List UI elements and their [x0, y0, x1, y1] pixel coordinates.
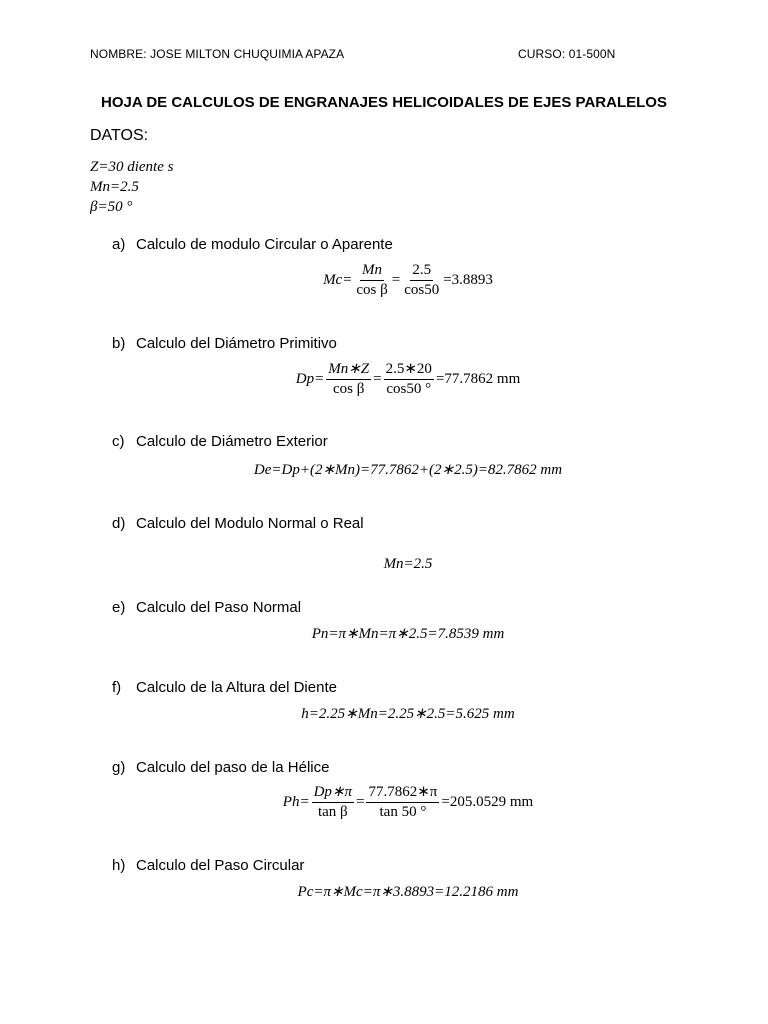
fraction-numerator: 2.5∗20	[384, 361, 434, 380]
item-g-formula	[0, 784, 768, 821]
item-e-heading	[112, 599, 301, 616]
item-c-heading	[112, 433, 328, 450]
item-h-heading	[112, 857, 304, 874]
item-b-formula	[0, 361, 768, 398]
item-letter: f)	[112, 679, 122, 696]
fraction-denominator: cos β	[356, 282, 388, 298]
item-f-formula: h=2.25∗Mn=2.25∗2.5=5.625 mm	[301, 706, 515, 722]
fraction	[354, 262, 389, 299]
item-label: Calculo del paso de la Hélice	[136, 759, 330, 776]
item-g-heading	[112, 759, 329, 776]
item-label: Calculo del Paso Normal	[136, 599, 302, 616]
page-title: HOJA DE CALCULOS DE ENGRANAJES HELICOIDALES DE EJES PARALELOS	[101, 94, 667, 111]
fraction	[366, 784, 439, 821]
student-name: NOMBRE: JOSE MILTON CHUQUIMIA APAZA	[90, 47, 345, 61]
item-h-formula: Pc=π∗Mc=π∗3.8893=12.2186 mm	[297, 884, 519, 900]
fraction-numerator: Mn	[360, 262, 384, 281]
fraction-denominator: tan β	[317, 804, 348, 820]
datos-line-angle: β=50 °	[90, 199, 133, 215]
item-b-heading	[112, 335, 337, 352]
item-letter: e)	[112, 599, 126, 616]
fraction	[384, 361, 434, 398]
fraction-denominator: cos β	[332, 381, 365, 397]
fraction	[326, 361, 371, 398]
item-letter: d)	[112, 515, 126, 532]
fraction	[402, 262, 441, 299]
item-c-formula: De=Dp+(2∗Mn)=77.7862+(2∗2.5)=82.7862 mm	[253, 462, 563, 478]
datos-label: DATOS:	[90, 127, 149, 144]
item-label: Calculo de modulo Circular o Aparente	[136, 236, 393, 253]
formula-lhs: Ph=	[282, 794, 310, 810]
datos-line-teeth: Z=30 diente s	[90, 159, 174, 175]
item-letter: g)	[112, 759, 126, 776]
formula-result: =3.8893	[443, 272, 493, 288]
item-label: Calculo del Modulo Normal o Real	[136, 515, 364, 532]
equals-sign: =	[356, 794, 365, 810]
datos-line-module: Mn=2.5	[90, 179, 139, 195]
fraction-numerator: 2.5	[410, 262, 433, 281]
fraction-denominator: cos50 °	[386, 381, 432, 397]
fraction-denominator: tan 50 °	[379, 804, 427, 820]
item-letter: a)	[112, 236, 126, 253]
formula-lhs: Dp=	[295, 371, 325, 387]
fraction	[312, 784, 354, 821]
item-a-heading	[112, 236, 393, 253]
equals-sign: =	[373, 371, 382, 387]
fraction-numerator: Mn∗Z	[326, 361, 371, 380]
fraction-numerator: Dp∗π	[312, 784, 354, 803]
item-a-formula	[0, 262, 768, 299]
formula-result: =205.0529 mm	[441, 794, 534, 810]
fraction-numerator: 77.7862∗π	[366, 784, 439, 803]
item-letter: h)	[112, 857, 126, 874]
item-d-formula: Mn=2.5	[383, 556, 433, 572]
item-letter: b)	[112, 335, 126, 352]
item-label: Calculo de la Altura del Diente	[136, 679, 337, 696]
fraction-denominator: cos50	[404, 282, 440, 298]
item-d-heading	[112, 515, 364, 532]
formula-result: =77.7862 mm	[435, 371, 521, 387]
equals-sign: =	[391, 272, 401, 288]
item-e-formula: Pn=π∗Mn=π∗2.5=7.8539 mm	[311, 626, 505, 642]
item-f-heading	[112, 679, 337, 696]
course-code: CURSO: 01-500N	[518, 47, 616, 61]
item-label: Calculo del Paso Circular	[136, 857, 305, 874]
item-letter: c)	[112, 433, 125, 450]
formula-lhs: Mc=	[323, 272, 353, 288]
item-label: Calculo de Diámetro Exterior	[136, 433, 328, 450]
item-label: Calculo del Diámetro Primitivo	[136, 335, 337, 352]
